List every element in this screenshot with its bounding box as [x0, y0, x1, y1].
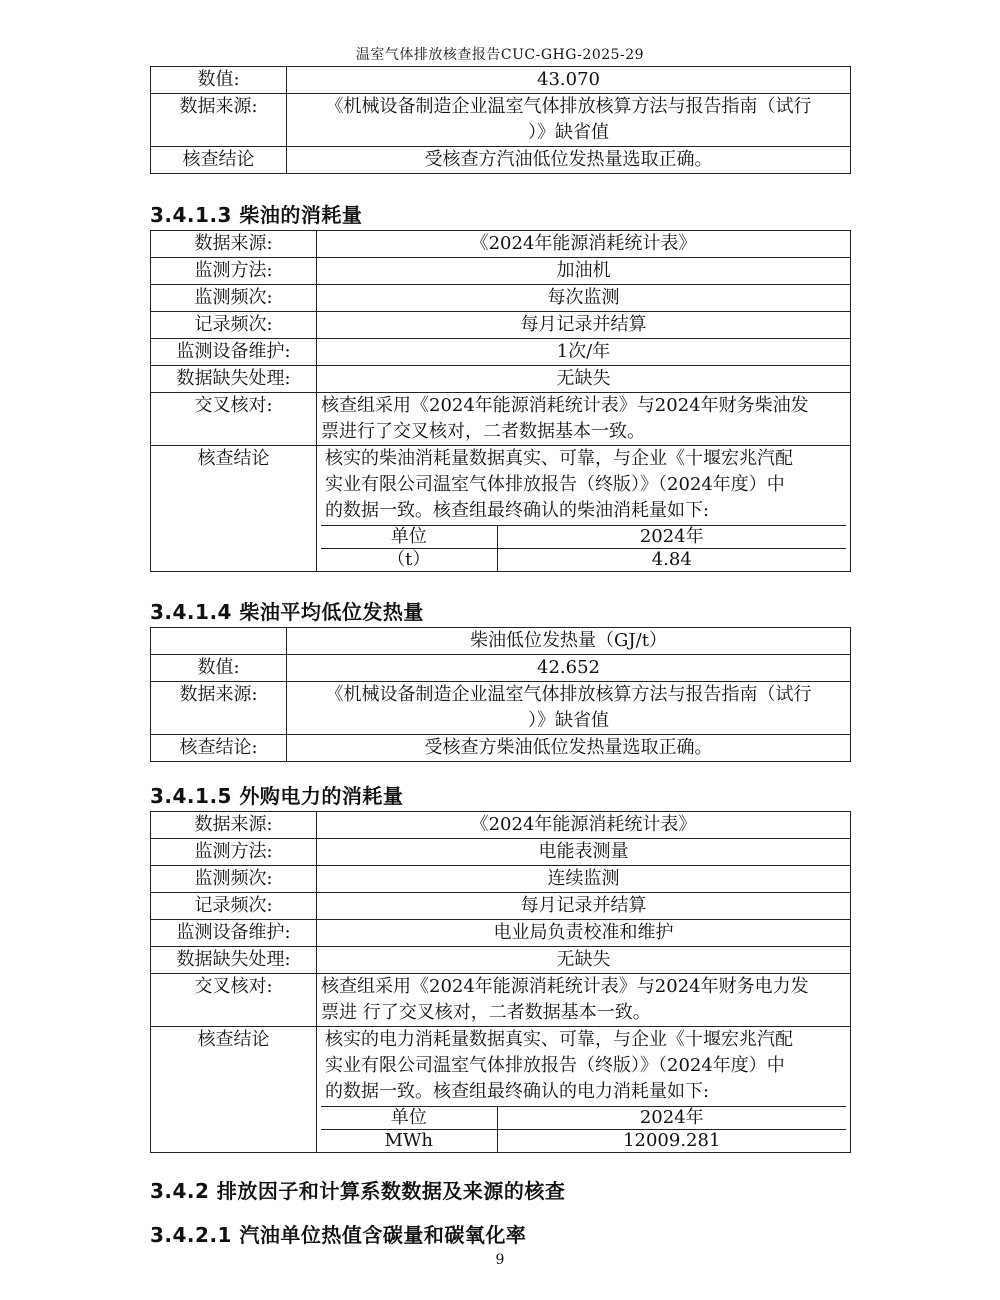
conclusion-cell	[317, 1027, 851, 1153]
row-label: 监测频次:	[151, 285, 317, 312]
source-line: 《机械设备制造企业温室气体排放核算方法与报告指南（试行	[325, 684, 812, 705]
conclusion-label: 核查结论	[151, 1027, 317, 1153]
row-value: 每次监测	[317, 285, 851, 312]
page-header: 温室气体排放核查报告CUC-GHG-2025-29	[355, 47, 645, 63]
row-value: 每月记录并结算	[317, 312, 851, 339]
gasoline-ncv-table	[150, 66, 851, 174]
row-label: 监测频次:	[151, 866, 317, 893]
conclusion-line: 实业有限公司温室气体排放报告（终版）》（2024年度）中	[325, 1055, 785, 1076]
conclusion-line: 实业有限公司温室气体排放报告（终版）》（2024年度）中	[325, 474, 785, 495]
row-label: 数据来源:	[151, 231, 317, 258]
row-label: 数据缺失处理:	[151, 947, 317, 974]
source-line: ）》缺省值	[528, 710, 609, 731]
unit-header: 单位	[321, 526, 497, 549]
source-label: 数据来源:	[151, 94, 287, 147]
row-label: 监测方法:	[151, 839, 317, 866]
conclusion-cell: 受核查方柴油低位发热量选取正确。	[287, 735, 851, 762]
value-cell: 43.070	[287, 67, 851, 94]
row-value: 电能表测量	[317, 839, 851, 866]
conclusion-cell	[317, 446, 851, 572]
electricity-consumption-table	[150, 811, 851, 1153]
conclusion-line: 的数据一致。核查组最终确认的电力消耗量如下:	[325, 1081, 710, 1102]
conclusion-line: 核实的电力消耗量数据真实、可靠，与企业《十堰宏兆汽配	[325, 1029, 793, 1050]
conclusion-label: 核查结论	[151, 446, 317, 572]
source-cell	[287, 682, 851, 735]
result-value: 12009.281	[497, 1130, 846, 1153]
row-label: 监测设备维护:	[151, 339, 317, 366]
cross-check-label: 交叉核对:	[151, 393, 317, 446]
row-label: 数据来源:	[151, 812, 317, 839]
row-label: 记录频次:	[151, 312, 317, 339]
row-value: 每月记录并结算	[317, 893, 851, 920]
year-header: 2024年	[497, 1107, 846, 1130]
conclusion-line: 核实的柴油消耗量数据真实、可靠，与企业《十堰宏兆汽配	[325, 448, 793, 469]
conclusion-line: 的数据一致。核查组最终确认的柴油消耗量如下:	[325, 500, 710, 521]
cross-check-line: 票进 行了交叉核对，二者数据基本一致。	[321, 1002, 651, 1023]
source-line: 《机械设备制造企业温室气体排放核算方法与报告指南（试行	[325, 96, 812, 117]
row-value: 电业局负责校准和维护	[317, 920, 851, 947]
column-header: 柴油低位发热量（GJ/t）	[287, 628, 851, 655]
source-cell	[287, 94, 851, 147]
cross-check-cell	[317, 393, 851, 446]
page-number: 9	[495, 1252, 505, 1268]
row-value: 加油机	[317, 258, 851, 285]
unit-cell: MWh	[321, 1130, 497, 1153]
row-value: 《2024年能源消耗统计表》	[317, 231, 851, 258]
row-label: 数据缺失处理:	[151, 366, 317, 393]
source-line: ）》缺省值	[528, 122, 609, 143]
electricity-result-table	[321, 1106, 846, 1152]
section-heading: 3.4.2 排放因子和计算系数数据及来源的核查	[150, 1179, 566, 1203]
result-value: 4.84	[497, 549, 846, 572]
cross-check-line: 票进行了交叉核对，二者数据基本一致。	[321, 421, 645, 442]
diesel-ncv-table	[150, 627, 851, 762]
row-value: 1次/年	[317, 339, 851, 366]
row-value: 无缺失	[317, 366, 851, 393]
section-heading: 3.4.1.5 外购电力的消耗量	[150, 784, 404, 808]
source-label: 数据来源:	[151, 682, 287, 735]
section-heading: 3.4.2.1 汽油单位热值含碳量和碳氧化率	[150, 1223, 527, 1247]
conclusion-label: 核查结论:	[151, 735, 287, 762]
row-label: 监测方法:	[151, 258, 317, 285]
cross-check-line: 核查组采用《2024年能源消耗统计表》与2024年财务电力发	[321, 976, 809, 997]
conclusion-label: 核查结论	[151, 147, 287, 174]
unit-cell: （t）	[321, 549, 497, 572]
unit-header: 单位	[321, 1107, 497, 1130]
row-value: 《2024年能源消耗统计表》	[317, 812, 851, 839]
diesel-result-table	[321, 525, 846, 571]
diesel-consumption-table	[150, 230, 851, 572]
section-heading: 3.4.1.4 柴油平均低位发热量	[150, 600, 424, 624]
cross-check-cell	[317, 974, 851, 1027]
section-heading: 3.4.1.3 柴油的消耗量	[150, 203, 363, 227]
conclusion-cell: 受核查方汽油低位发热量选取正确。	[287, 147, 851, 174]
value-label: 数值:	[151, 67, 287, 94]
row-label: 监测设备维护:	[151, 920, 317, 947]
value-cell: 42.652	[287, 655, 851, 682]
cross-check-label: 交叉核对:	[151, 974, 317, 1027]
year-header: 2024年	[497, 526, 846, 549]
row-label: 记录频次:	[151, 893, 317, 920]
value-label: 数值:	[151, 655, 287, 682]
row-value: 无缺失	[317, 947, 851, 974]
cross-check-line: 核查组采用《2024年能源消耗统计表》与2024年财务柴油发	[321, 395, 809, 416]
row-value: 连续监测	[317, 866, 851, 893]
